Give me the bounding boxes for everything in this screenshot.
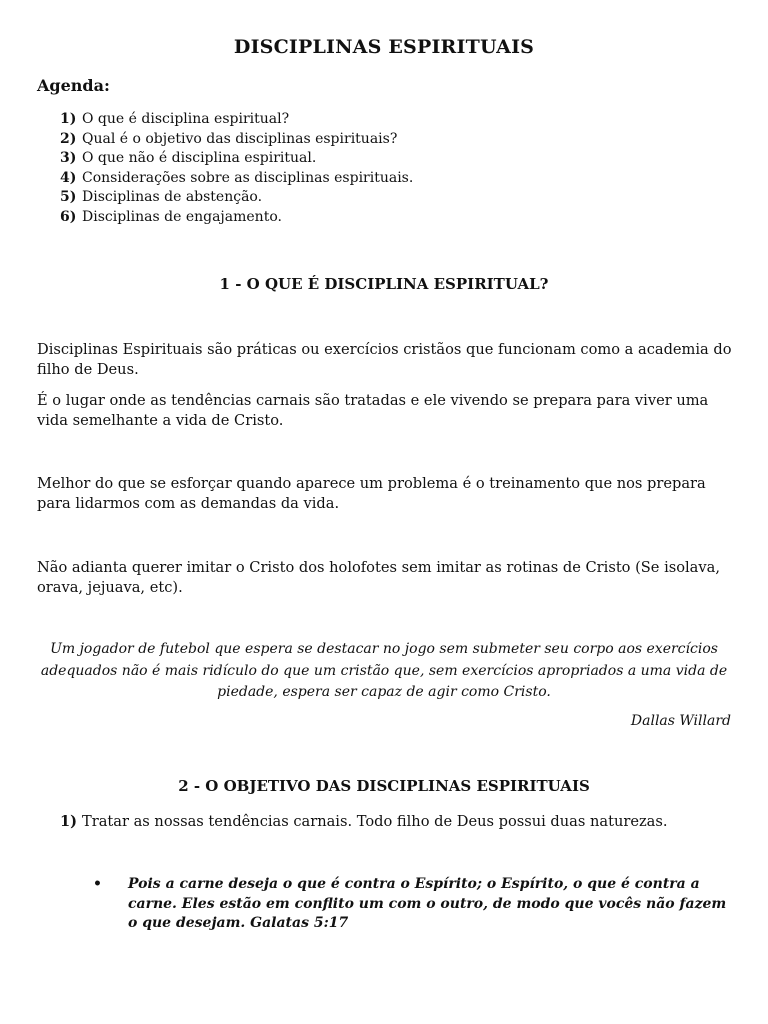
section-1-paragraph: Disciplinas Espirituais são práticas ou exercícios cristãos que funcionam como a academia do filho de Deus. xyxy=(37,341,732,378)
agenda-item-number: 1) xyxy=(60,111,77,127)
agenda-item-number: 5) xyxy=(60,189,77,205)
section-1-paragraph: Melhor do que se esforçar quando aparece um problema é o treinamento que nos prepara para lidarmos com as demandas da vida. xyxy=(37,475,706,512)
agenda-item-text: Disciplinas de engajamento. xyxy=(82,208,282,225)
section-2-heading: 2 - O OBJETIVO DAS DISCIPLINAS ESPIRITUAIS xyxy=(178,777,590,795)
section-1-heading: 1 - O QUE É DISCIPLINA ESPIRITUAL? xyxy=(219,275,549,293)
quote-text: Um jogador de futebol que espera se destacar no jogo sem submeter seu corpo aos exercícios adequados não é mais ridículo do que um cristão que, sem exercícios apropriados a uma vida de piedade, espera ser capaz de agir como Cristo. xyxy=(40,641,728,700)
agenda-item xyxy=(60,188,413,208)
agenda-item xyxy=(60,169,413,189)
agenda-item-text: O que é disciplina espiritual? xyxy=(82,111,290,127)
bullet-icon: • xyxy=(93,876,102,892)
objective-item xyxy=(60,813,667,830)
section-1-paragraph: É o lugar onde as tendências carnais são tratadas e ele vivendo se prepara para viver uma vida semelhante a vida de Cristo. xyxy=(37,392,709,429)
agenda-item xyxy=(60,130,413,150)
agenda-item-number: 4) xyxy=(60,169,77,186)
agenda-item-text: Disciplinas de abstenção. xyxy=(82,189,263,205)
section-1-paragraph: Não adianta querer imitar o Cristo dos holofotes sem imitar as rotinas de Cristo (Se isolava, orava, jejuava, etc). xyxy=(37,559,720,596)
page-title: DISCIPLINAS ESPIRITUAIS xyxy=(233,36,535,58)
agenda-item xyxy=(60,208,413,228)
agenda-list xyxy=(60,110,413,227)
bible-verse-text: Pois a carne deseja o que é contra o Espírito; o Espírito, o que é contra a carne. Eles estão em conflito um com o outro, de modo que vocês não fazem o que desejam. Galatas 5:17 xyxy=(128,876,727,931)
agenda-item-number: 3) xyxy=(60,150,77,166)
agenda-item xyxy=(60,149,413,169)
quote-author: Dallas Willard xyxy=(630,713,731,729)
objective-item-number: 1) xyxy=(60,813,78,830)
agenda-item-number: 6) xyxy=(60,208,77,225)
agenda-label: Agenda: xyxy=(37,76,110,95)
agenda-item-text: O que não é disciplina espiritual. xyxy=(82,150,317,166)
bible-verse-bullet xyxy=(93,875,740,934)
agenda-item-text: Considerações sobre as disciplinas espirituais. xyxy=(82,169,414,186)
objective-item-text: Tratar as nossas tendências carnais. Todo filho de Deus possui duas naturezas. xyxy=(82,813,668,830)
agenda-item-number: 2) xyxy=(60,130,77,147)
agenda-item xyxy=(60,110,413,130)
agenda-item-text: Qual é o objetivo das disciplinas espirituais? xyxy=(82,130,398,147)
